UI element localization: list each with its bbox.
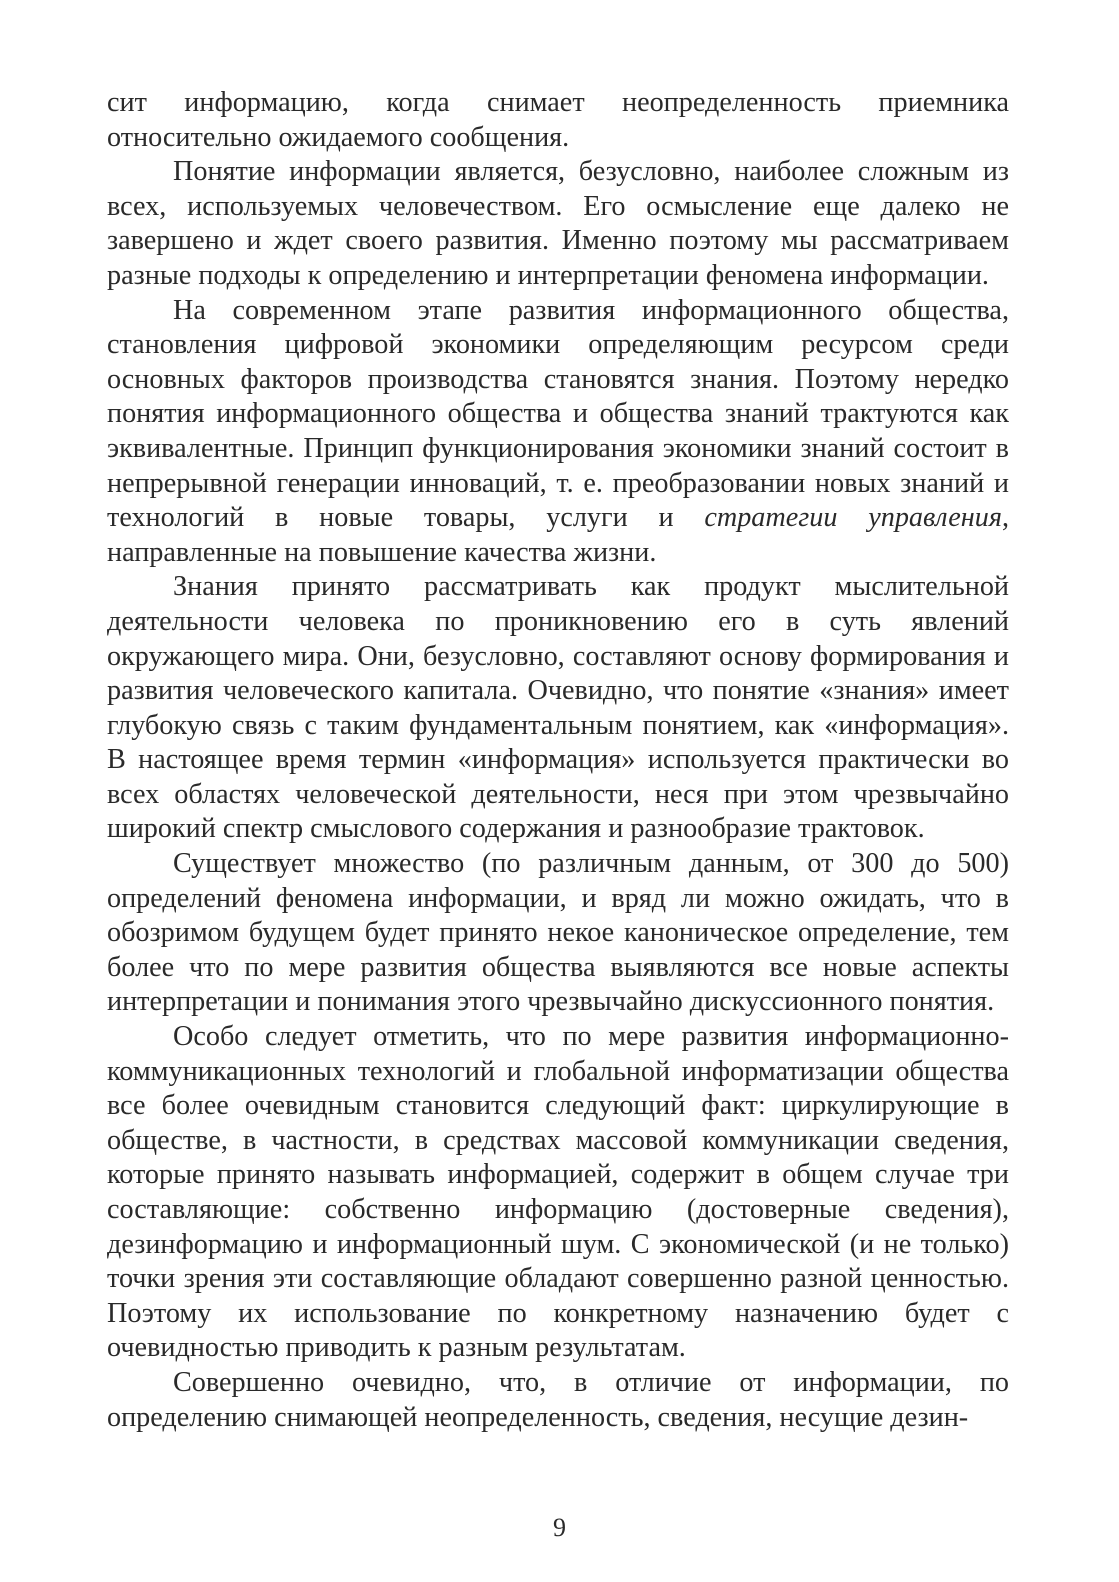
paragraph-7: Совершенно очевидно, что, в отличие от информации, по определению снимающей неопределенность, сведения, несущие дезин- <box>107 1366 1009 1433</box>
paragraph-3 <box>107 294 1009 571</box>
paragraph-2: Понятие информации является, безусловно, наиболее сложным из всех, используемых человечеством. Его осмысление еще далеко не завершено и ждет своего развития. Именно поэтому мы рассматриваем разные подходы к определению и интерпретации феномена информации. <box>107 156 1009 291</box>
paragraph-4: Знания принято рассматривать как продукт мыслительной деятельности человека по проникновению его в суть явлений окружающего мира. Они, безусловно, составляют основу формирования и развития человеческого капитала. Очевидно, что понятие «знания» имеет глубокую связь с таким фундаментальным понятием, как «информация». В настоящее время термин «информация» используется практически во всех областях человеческой деятельности, неся при этом чрезвычайно широкий спектр смыслового содержания и разнообразие трактовок. <box>107 571 1009 845</box>
page-body <box>107 86 1009 1435</box>
paragraph-3-italic-term: стратегии управления <box>704 502 1002 534</box>
paragraph-1: сит информацию, когда снимает неопределенность приемника относительно ожидаемого сообщения. <box>107 87 1009 153</box>
page-number: 9 <box>553 1513 566 1542</box>
paragraph-5: Существует множество (по различным данным, от 300 до 500) определений феномена информации, и вряд ли можно ожидать, что в обозримом будущем будет принято некое каноническое определение, тем более что по мере развития общества выявляются все новые аспекты интерпретации и понимания этого чрезвычайно дискуссионного понятия. <box>107 848 1009 1018</box>
paragraph-3-text-start: На современном этапе развития информационного общества, становления цифровой экономики определяющим ресурсом среди основных факторов производства становятся знания. Поэтому нередко понятия информационного общества и общества знаний трактуются как эквивалентные. Принцип функционирования экономики знаний состоит в непрерывной генерации инноваций, т. е. преобразовании новых знаний и технологий в новые товары, услуги и <box>107 294 1009 534</box>
paragraph-3-text-end: , направленные на повышение качества жизни. <box>107 502 1009 568</box>
paragraph-6: Особо следует отметить, что по мере развития информационно-коммуникационных технологий и глобальной информатизации общества все более очевидным становится следующий факт: циркулирующие в обществе, в частности, в средствах массовой коммуникации сведения, которые принято называть информацией, содержит в общем случае три составляющие: собственно информацию (достоверные сведения), дезинформацию и информационный шум. С экономической (и не только) точки зрения эти составляющие обладают совершенно разной ценностью. Поэтому их использование по конкретному назначению будет с очевидностью приводить к разным результатам. <box>107 1021 1009 1364</box>
